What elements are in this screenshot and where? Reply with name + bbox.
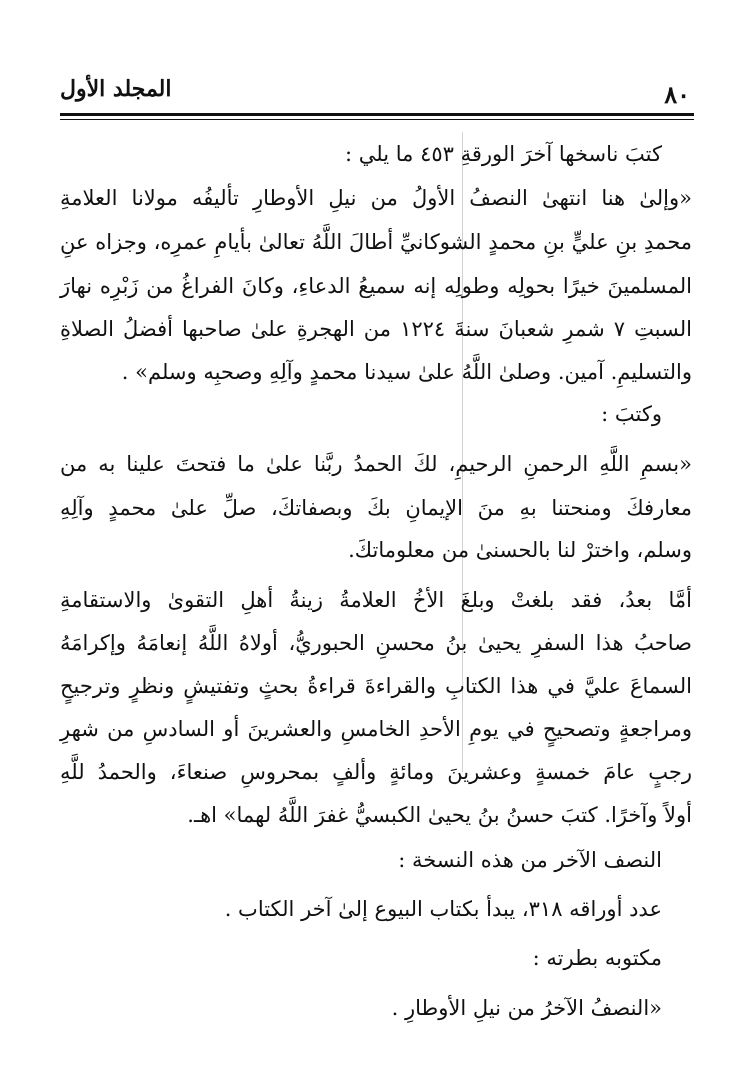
text-line: رجبٍ عامَ خمسةٍ وعشرينَ ومائةٍ وألفٍ بمحروسِ صنعاءَ، والحمدُ للَّهِ xyxy=(60,760,692,784)
text-line: السماعَ عليَّ في هذا الكتابِ والقراءةَ قراءةُ بحثٍ وتفتيشٍ ونظرٍ وترجيحٍ xyxy=(60,674,692,698)
header-rule-thick xyxy=(60,113,694,116)
text-line: وكتبَ : xyxy=(601,402,662,426)
text-line: محمدِ بنِ عليٍّ بنِ محمدٍ الشوكانيِّ أطالَ اللَّهُ تعالىٰ بأيامِ عمرِه، وجزاه عنِ xyxy=(60,230,692,254)
text-line: معارفكَ ومنحتنا بهِ منَ الإيمانِ بكَ وبصفاتكَ، صلِّ علىٰ محمدٍ وآلِهِ xyxy=(60,496,692,520)
header-rule-thin xyxy=(60,119,694,120)
text-line: المسلمينَ خيرًا بحولِه وطولِه إنه سميعُ الدعاءِ، وكانَ الفراغُ من زَبْرِه نهارَ xyxy=(60,274,692,298)
text-line: كتبَ ناسخها آخرَ الورقةِ ٤٥٣ ما يلي : xyxy=(345,142,662,166)
text-line: ومراجعةٍ وتصحيحٍ في يومِ الأحدِ الخامسِ والعشرينَ أو السادسِ من شهرِ xyxy=(60,717,692,741)
page-number: ٨٠ xyxy=(664,80,690,109)
text-line: عدد أوراقه ٣١٨، يبدأ بكتاب البيوع إلىٰ آخر الكتاب . xyxy=(224,897,662,921)
running-head: المجلد الأول xyxy=(60,76,172,102)
text-line: صاحبُ هذا السفرِ يحيىٰ بنُ محسنِ الحبوريُّ، أولاهُ اللَّهُ إنعامَهُ وإكرامَهُ xyxy=(60,631,692,655)
text-line: وسلم، واخترْ لنا بالحسنىٰ من معلوماتكَ. xyxy=(348,538,692,562)
page-header xyxy=(60,72,690,112)
text-line: والتسليمِ. آمين. وصلىٰ اللَّهُ علىٰ سيدنا محمدٍ وآلِهِ وصحبِه وسلم» . xyxy=(121,360,692,384)
text-line: «بسمِ اللَّهِ الرحمنِ الرحيمِ، لكَ الحمدُ ربَّنا علىٰ ما فتحتَ علينا به من xyxy=(60,452,692,476)
text-line: مكتوبه بطرته : xyxy=(532,946,662,970)
text-line: «النصفُ الآخرُ من نيلِ الأوطارِ . xyxy=(391,996,662,1020)
text-line: أولاً وآخرًا. كتبَ حسنُ بنُ يحيىٰ الكبسيُّ غفرَ اللَّهُ لهما» اهـ. xyxy=(187,803,692,827)
text-line: النصف الآخر من هذه النسخة : xyxy=(398,848,662,872)
text-line: «وإلىٰ هنا انتهىٰ النصفُ الأولُ من نيلِ الأوطارِ تأليفُه مولانا العلامةِ xyxy=(60,186,692,210)
text-line: أمَّا بعدُ، فقد بلغتْ وبلغَ الأخُ العلامةُ زينةُ أهلِ التقوىٰ والاستقامةِ xyxy=(60,588,692,612)
text-line: السبتِ ٧ شمرِ شعبانَ سنةَ ١٢٢٤ من الهجرةِ علىٰ صاحبها أفضلُ الصلاةِ xyxy=(60,317,692,341)
